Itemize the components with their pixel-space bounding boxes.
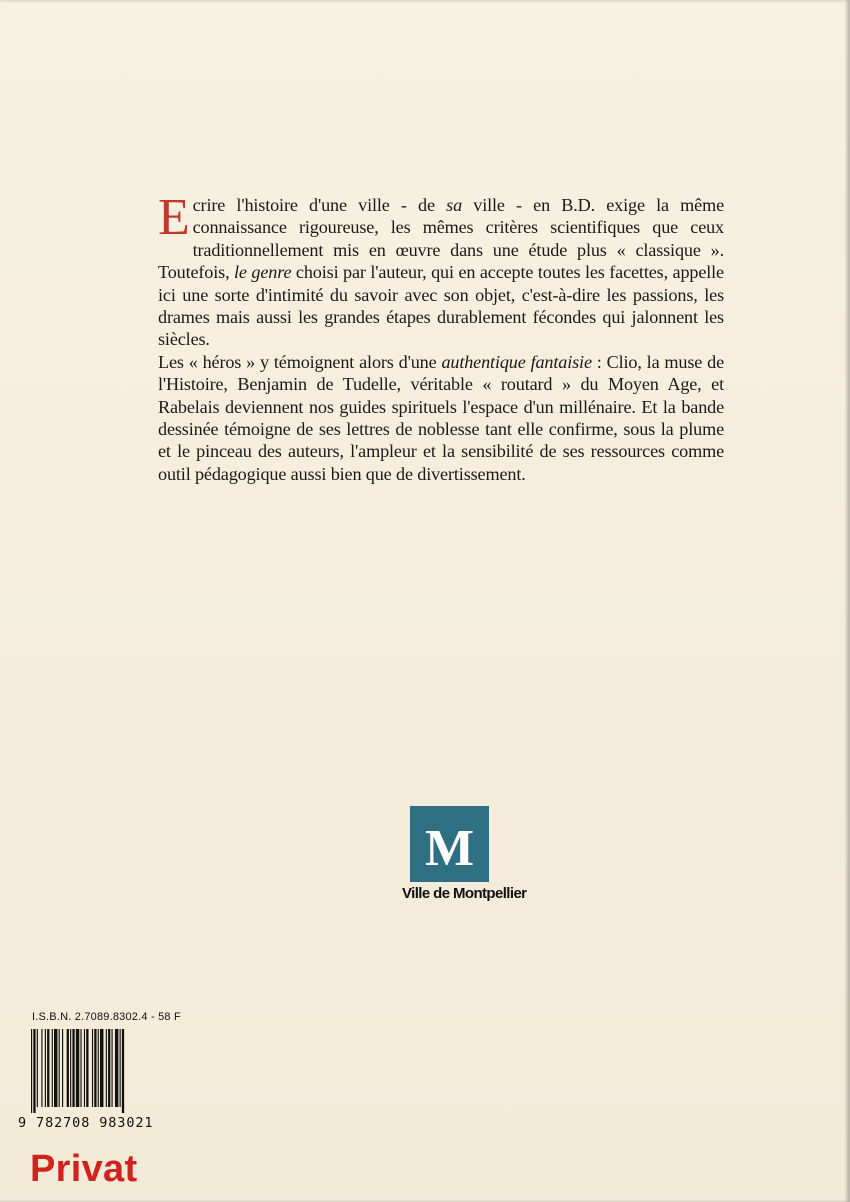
- barcode-bar: [76, 1029, 79, 1107]
- publisher-logo: Privat: [30, 1148, 138, 1190]
- barcode-bar: [52, 1029, 53, 1107]
- barcode-bar: [100, 1029, 103, 1107]
- barcode-bar: [45, 1029, 46, 1107]
- logo-letter: M: [424, 820, 475, 877]
- barcode-bar: [72, 1029, 74, 1107]
- barcode-bar: [108, 1029, 110, 1107]
- barcode-bar: [98, 1029, 99, 1107]
- drop-cap: E: [158, 189, 190, 246]
- barcode-bar: [120, 1029, 121, 1107]
- logo-caption: Ville de Montpellier: [402, 885, 527, 902]
- blurb-paragraph-2: [158, 351, 724, 485]
- barcode-bar: [37, 1029, 38, 1107]
- blurb-italic: authentique fantaisie: [441, 351, 592, 372]
- blurb-text: choisi par l'auteur, qui en accepte toutes les facettes, appelle ici une sorte d'intimité du savoir avec son objet, c'est-à-dire les passions, les drames mais aussi les grandes étapes durablement fécondes qui jalonnent les siècles.: [158, 262, 724, 350]
- barcode-bar: [67, 1029, 69, 1107]
- cover-blurb: [158, 189, 725, 485]
- barcode-bar: [41, 1029, 42, 1107]
- barcode-icon: [31, 1029, 159, 1113]
- barcode-bar: [86, 1029, 88, 1107]
- barcode-digits: 9 782708 983021: [18, 1115, 154, 1131]
- barcode-bar: [122, 1029, 124, 1113]
- barcode-bar: [115, 1029, 118, 1107]
- blurb-italic: le genre: [234, 262, 292, 283]
- montpellier-logo: [410, 806, 489, 882]
- isbn-label: I.S.B.N. 2.7089.8302.4 - 58 F: [32, 1011, 181, 1023]
- barcode-bar: [31, 1029, 32, 1113]
- barcode-bar: [94, 1029, 96, 1107]
- blurb-text: crire l'histoire d'une ville - de: [192, 195, 447, 215]
- barcode-bar: [33, 1029, 35, 1113]
- barcode-bar: [84, 1029, 85, 1107]
- blurb-paragraph-1: [158, 189, 725, 351]
- barcode-bar: [59, 1029, 60, 1107]
- blurb-italic: sa: [446, 195, 463, 215]
- barcode-bar: [80, 1029, 81, 1107]
- blurb-text: : Clio, la muse de l'Histoire, Benjamin de Tudelle, véritable « routard » du Moyen Age, et Rabelais deviennent nos guides spirituels l'espace d'un millénaire. Et la bande dessinée témoigne de ses lettres de noblesse tant elle confirme, sous la plume et le pinceau des auteurs, l'ampleur et la sensibilité de ses ressources comme outil pédagogique aussi bien que de divertissement.: [158, 351, 724, 484]
- barcode-bar: [47, 1029, 49, 1107]
- blurb-text: Les « héros » y témoignent alors d'une: [158, 351, 442, 372]
- barcode-bar: [54, 1029, 57, 1107]
- barcode-bar: [106, 1029, 107, 1107]
- barcode-bar: [112, 1029, 113, 1107]
- barcode-bar: [62, 1029, 63, 1107]
- barcode-bar: [92, 1029, 93, 1107]
- barcode-bar: [70, 1029, 71, 1107]
- blurb-text: ville - en B.D. exige la même connaissance rigoureuse, les mêmes critères scientifiques que ceux traditionnellement mis en œuvre dans une étude plus « classique ». Toutefois,: [158, 195, 725, 283]
